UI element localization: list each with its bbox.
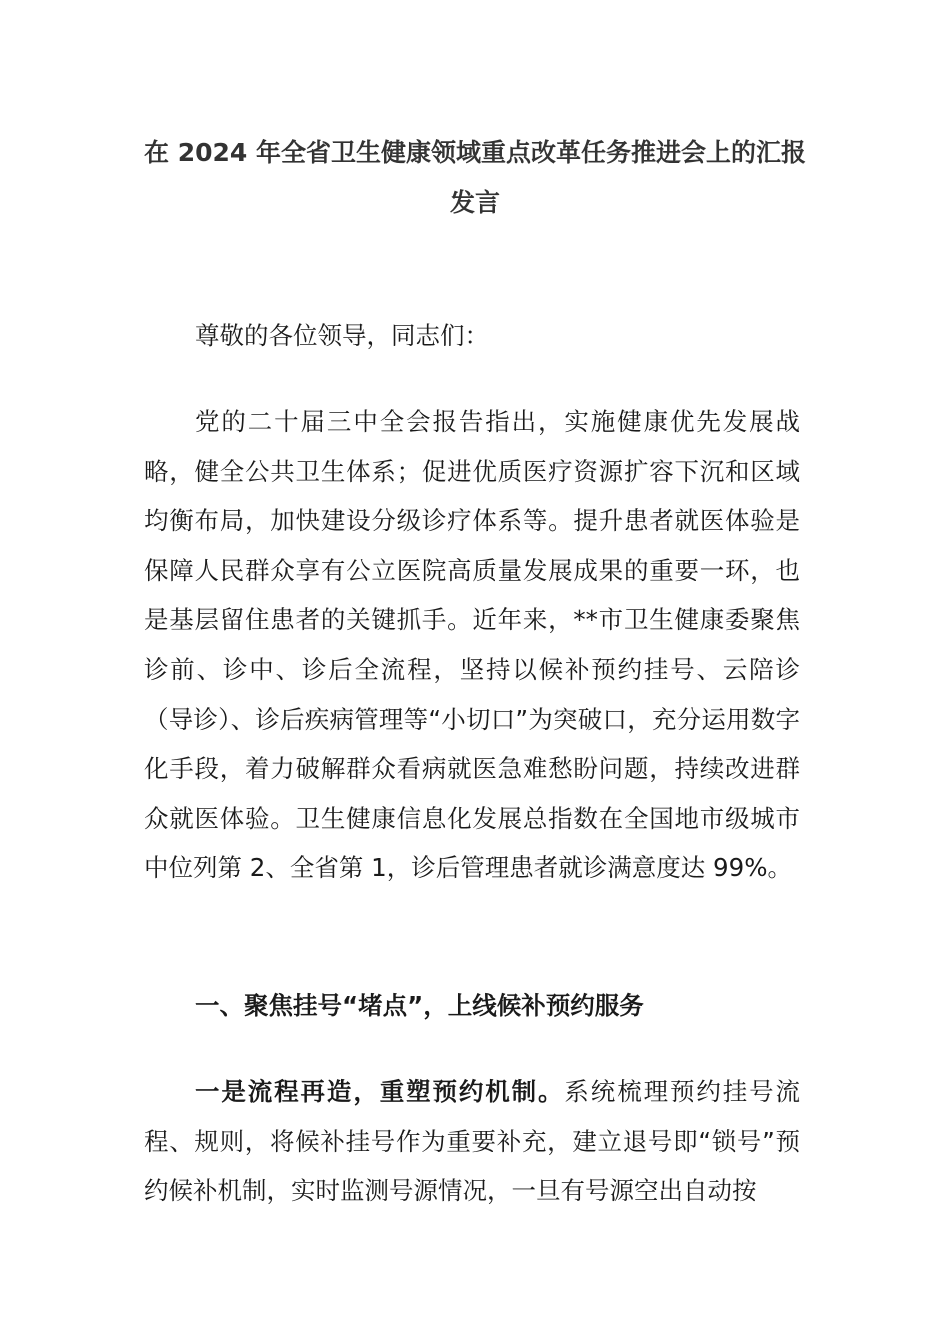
- document-title: 在 2024 年全省卫生健康领域重点改革任务推进会上的汇报发言: [144, 138, 806, 217]
- subsection-text: 系统梳理预约挂号流程、规则，将候补挂号作为重要补充，建立退号即“锁号”预约候补机制，实时监测号源情况，一旦有号源空出自动按: [144, 1077, 801, 1206]
- subsection-lead: 一是流程再造，重塑预约机制。: [195, 1077, 565, 1106]
- salutation: 尊敬的各位领导，同志们：: [195, 321, 489, 350]
- body-paragraph: 党的二十届三中全会报告指出，实施健康优先发展战略，健全公共卫生体系；促进优质医疗资源扩容下沉和区域均衡布局，加快建设分级诊疗体系等。提升患者就医体验是保障人民群众享有公立医院高质量发展成果的重要一环，也是基层留住患者的关键抓手。近年来，**市卫生健康委聚焦诊前、诊中、诊后全流程，坚持以候补预约挂号、云陪诊（导诊）、诊后疾病管理等“小切口”为突破口，充分运用数字化手段，着力破解群众看病就医急难愁盼问题，持续改进群众就医体验。卫生健康信息化发展总指数在全国地市级城市中位列第 2、全省第 1，诊后管理患者就诊满意度达 99%。: [144, 407, 800, 883]
- section-heading: 一、聚焦挂号“堵点”，上线候补预约服务: [195, 991, 644, 1020]
- subsection-paragraph: [144, 1067, 800, 1216]
